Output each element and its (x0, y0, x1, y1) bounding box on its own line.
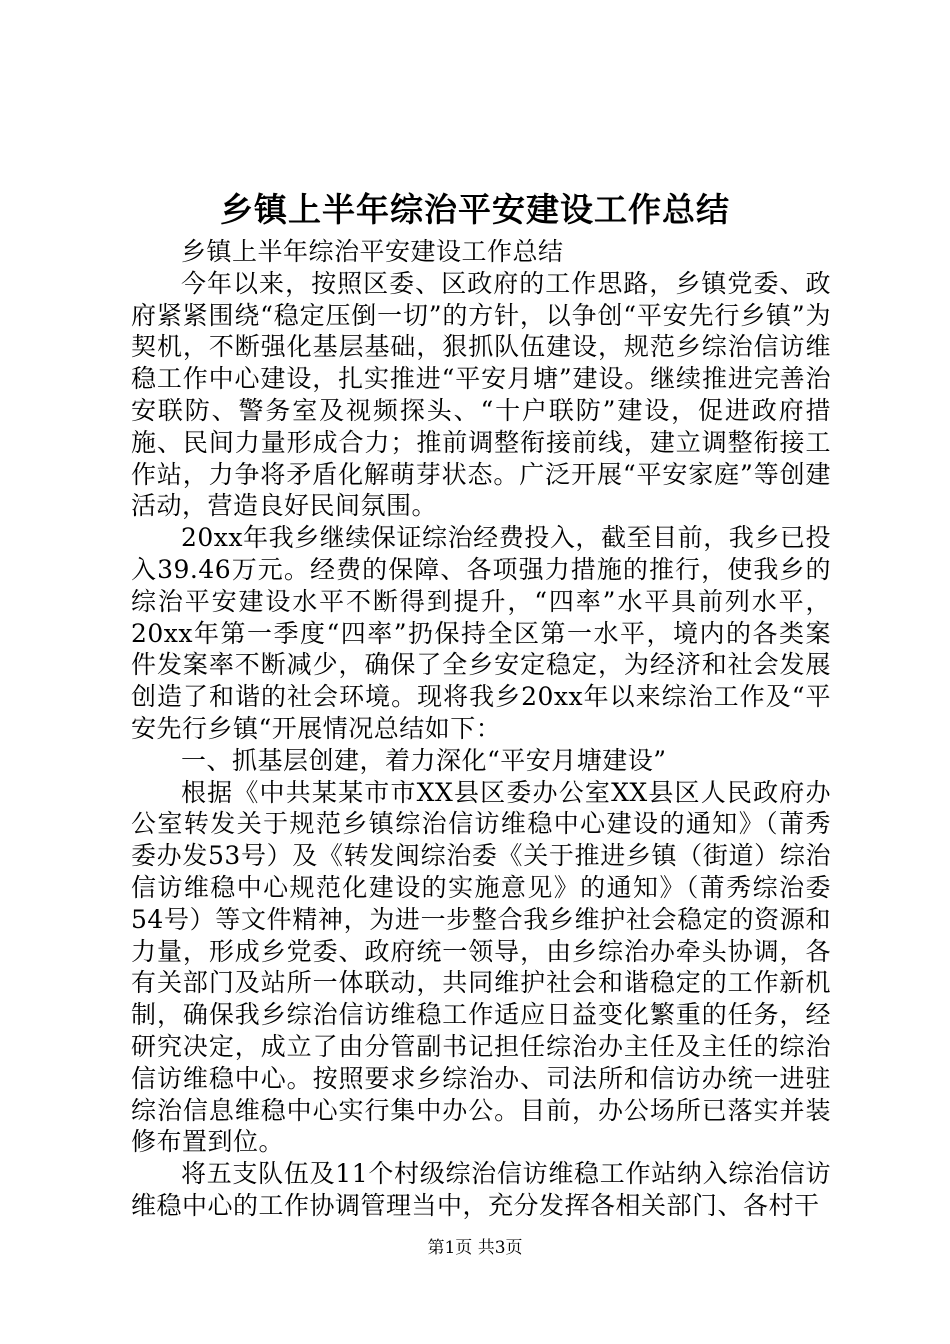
paragraph: 根据《中共某某市市XX县区委办公室XX县区人民政府办公室转发关于规范乡镇综治信访维稳中心建设的通知》（莆秀委办发53号）及《转发闽综治委《关于推进乡镇（街道）综治信访维稳中心规范化建设的实施意见》的通知》（莆秀综治委54号）等文件精神，为进一步整合我乡维护社会稳定的资源和力量，形成乡党委、政府统一领导，由乡综治办牵头协调，各有关部门及站所一体联动，共同维护社会和谐稳定的工作新机制，确保我乡综治信访维稳工作适应日益变化繁重的任务，经研究决定，成立了由分管副书记担任综治办主任及主任的综治信访维稳中心。按照要求乡综治办、司法所和信访办统一进驻综治信息维稳中心实行集中办公。目前，办公场所已落实并装修布置到位。 (131, 777, 831, 1157)
document-title: 乡镇上半年综治平安建设工作总结 (220, 190, 730, 229)
paragraph: 将五支队伍及11个村级综治信访维稳工作站纳入综治信访维稳中心的工作协调管理当中，充分发挥各相关部门、各村干 (131, 1159, 831, 1220)
paragraph: 今年以来，按照区委、区政府的工作思路，乡镇党委、政府紧紧围绕“稳定压倒一切”的方针，以争创“平安先行乡镇”为契机，不断强化基层基础，狠抓队伍建设，规范乡综治信访维稳工作中心建设，扎实推进“平安月塘”建设。继续推进完善治安联防、警务室及视频探头、“十户联防”建设，促进政府措施、民间力量形成合力；推前调整衔接前线，建立调整衔接工作站，力争将矛盾化解萌芽状态。广泛开展“平安家庭”等创建活动，营造良好民间氛围。 (131, 268, 831, 521)
document-body (131, 236, 831, 1222)
page-footer: 第1页 共3页 (427, 1238, 523, 1258)
paragraph: 20xx年我乡继续保证综治经费投入，截至目前，我乡已投入39.46万元。经费的保障、各项强力措施的推行，使我乡的综治平安建设水平不断得到提升，“四率”水平具前列水平，20xx年第一季度“四率”扔保持全区第一水平，境内的各类案件发案率不断减少，确保了全乡安定稳定，为经济和社会发展创造了和谐的社会环境。现将我乡20xx年以来综治工作及“平安先行乡镇“开展情况总结如下： (131, 523, 831, 743)
paragraph-subtitle: 乡镇上半年综治平安建设工作总结 (181, 237, 564, 266)
section-heading: 一、抓基层创建，着力深化“平安月塘建设” (181, 745, 667, 775)
